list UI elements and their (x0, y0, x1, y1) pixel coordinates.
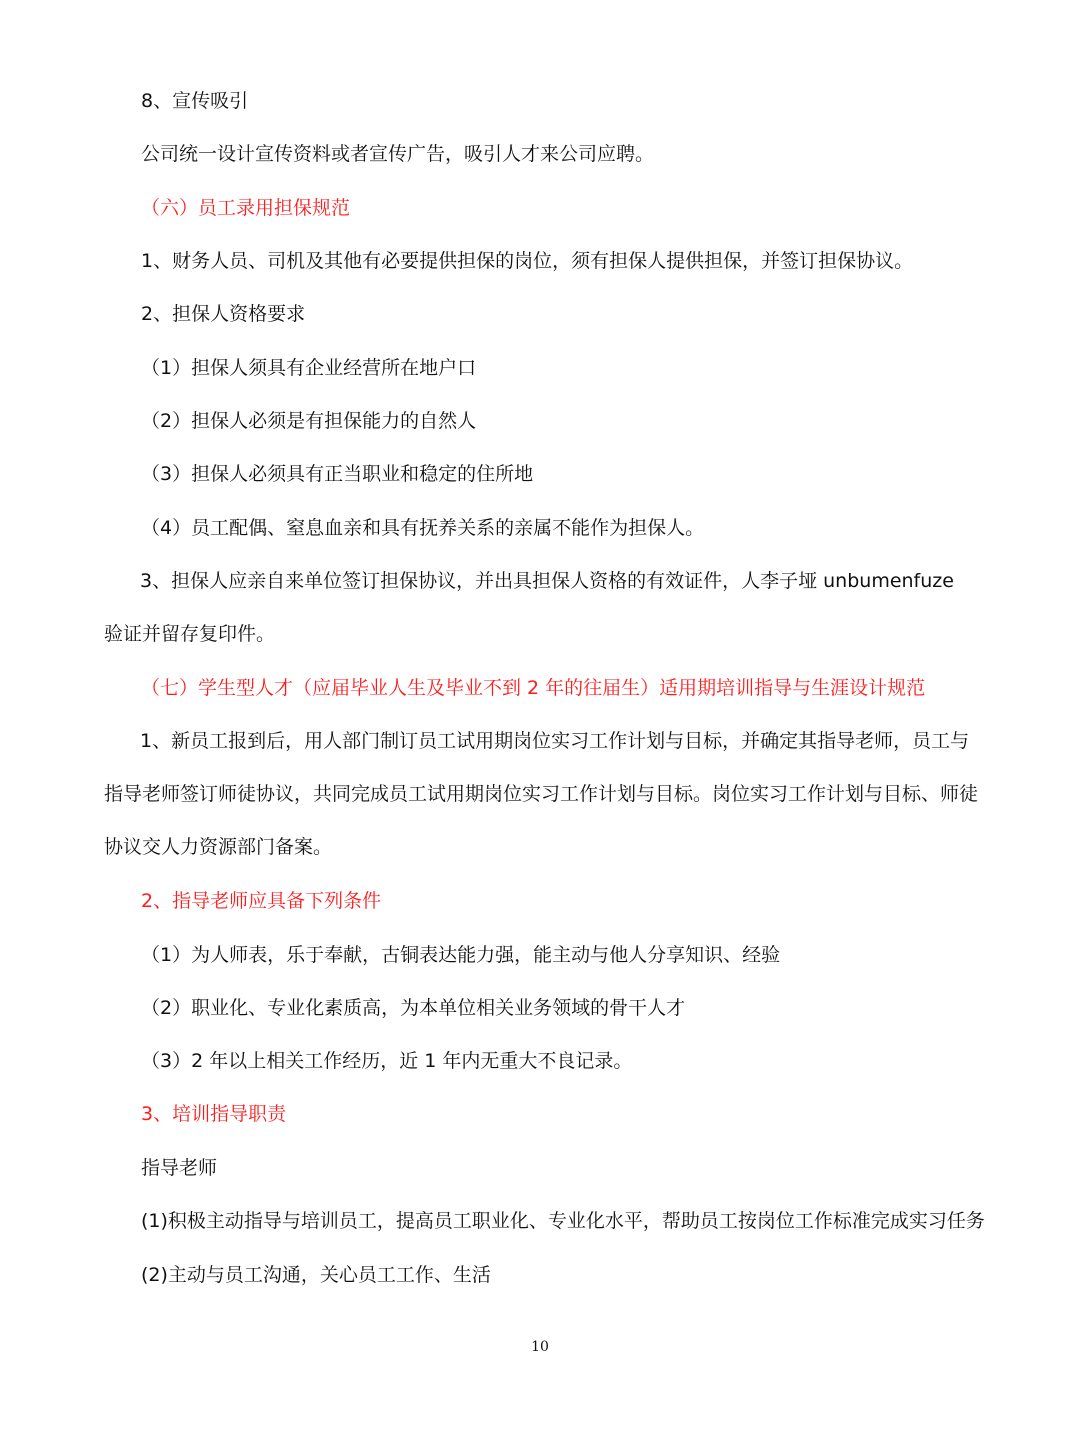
paragraph: 1、新员工报到后，用人部门制订员工试用期岗位实习工作计划与目标，并确定其指导老师，员工与指导老师签订师徒协议，共同完成员工试用期岗位实习工作计划与目标。岗位实习工作计划与目标、师徒协议交人力资源部门备案。 (104, 730, 979, 858)
paragraph: 2、担保人资格要求 (141, 303, 306, 325)
list-item: （1）担保人须具有企业经营所在地户口 (141, 357, 477, 379)
section-heading: （七）学生型人才（应届毕业人生及毕业不到 2 年的往届生）适用期培训指导与生涯设计规范 (141, 677, 926, 699)
subsection-heading: 2、指导老师应具备下列条件 (141, 890, 382, 912)
paragraph: 1、财务人员、司机及其他有必要提供担保的岗位，须有担保人提供担保，并签订担保协议。 (141, 250, 914, 272)
list-item: （3）2 年以上相关工作经历，近 1 年内无重大不良记录。 (141, 1050, 633, 1072)
list-item: （4）员工配偶、窒息血亲和具有抚养关系的亲属不能作为担保人。 (141, 517, 705, 539)
section-heading: （六）员工录用担保规范 (141, 197, 351, 219)
paragraph: 公司统一设计宣传资料或者宣传广告，吸引人才来公司应聘。 (141, 143, 655, 165)
paragraph: 指导老师 (141, 1157, 218, 1179)
list-item: (2)主动与员工沟通，关心员工工作、生活 (141, 1264, 491, 1286)
paragraph: 8、宣传吸引 (141, 90, 249, 112)
list-item: （1）为人师表，乐于奉献，古铜表达能力强，能主动与他人分享知识、经验 (141, 944, 781, 966)
list-item: (1)积极主动指导与培训员工，提高员工职业化、专业化水平，帮助员工按岗位工作标准完成实习任务 (141, 1210, 985, 1232)
list-item: （2）职业化、专业化素质高，为本单位相关业务领域的骨干人才 (141, 997, 686, 1019)
subsection-heading: 3、培训指导职责 (141, 1103, 287, 1125)
paragraph: 3、担保人应亲自来单位签订担保协议，并出具担保人资格的有效证件，人李子垭 unbumenfuze 验证并留存复印件。 (104, 570, 954, 645)
page-number: 10 (531, 1339, 549, 1355)
list-item: （3）担保人必须具有正当职业和稳定的住所地 (141, 463, 534, 485)
list-item: （2）担保人必须是有担保能力的自然人 (141, 410, 477, 432)
